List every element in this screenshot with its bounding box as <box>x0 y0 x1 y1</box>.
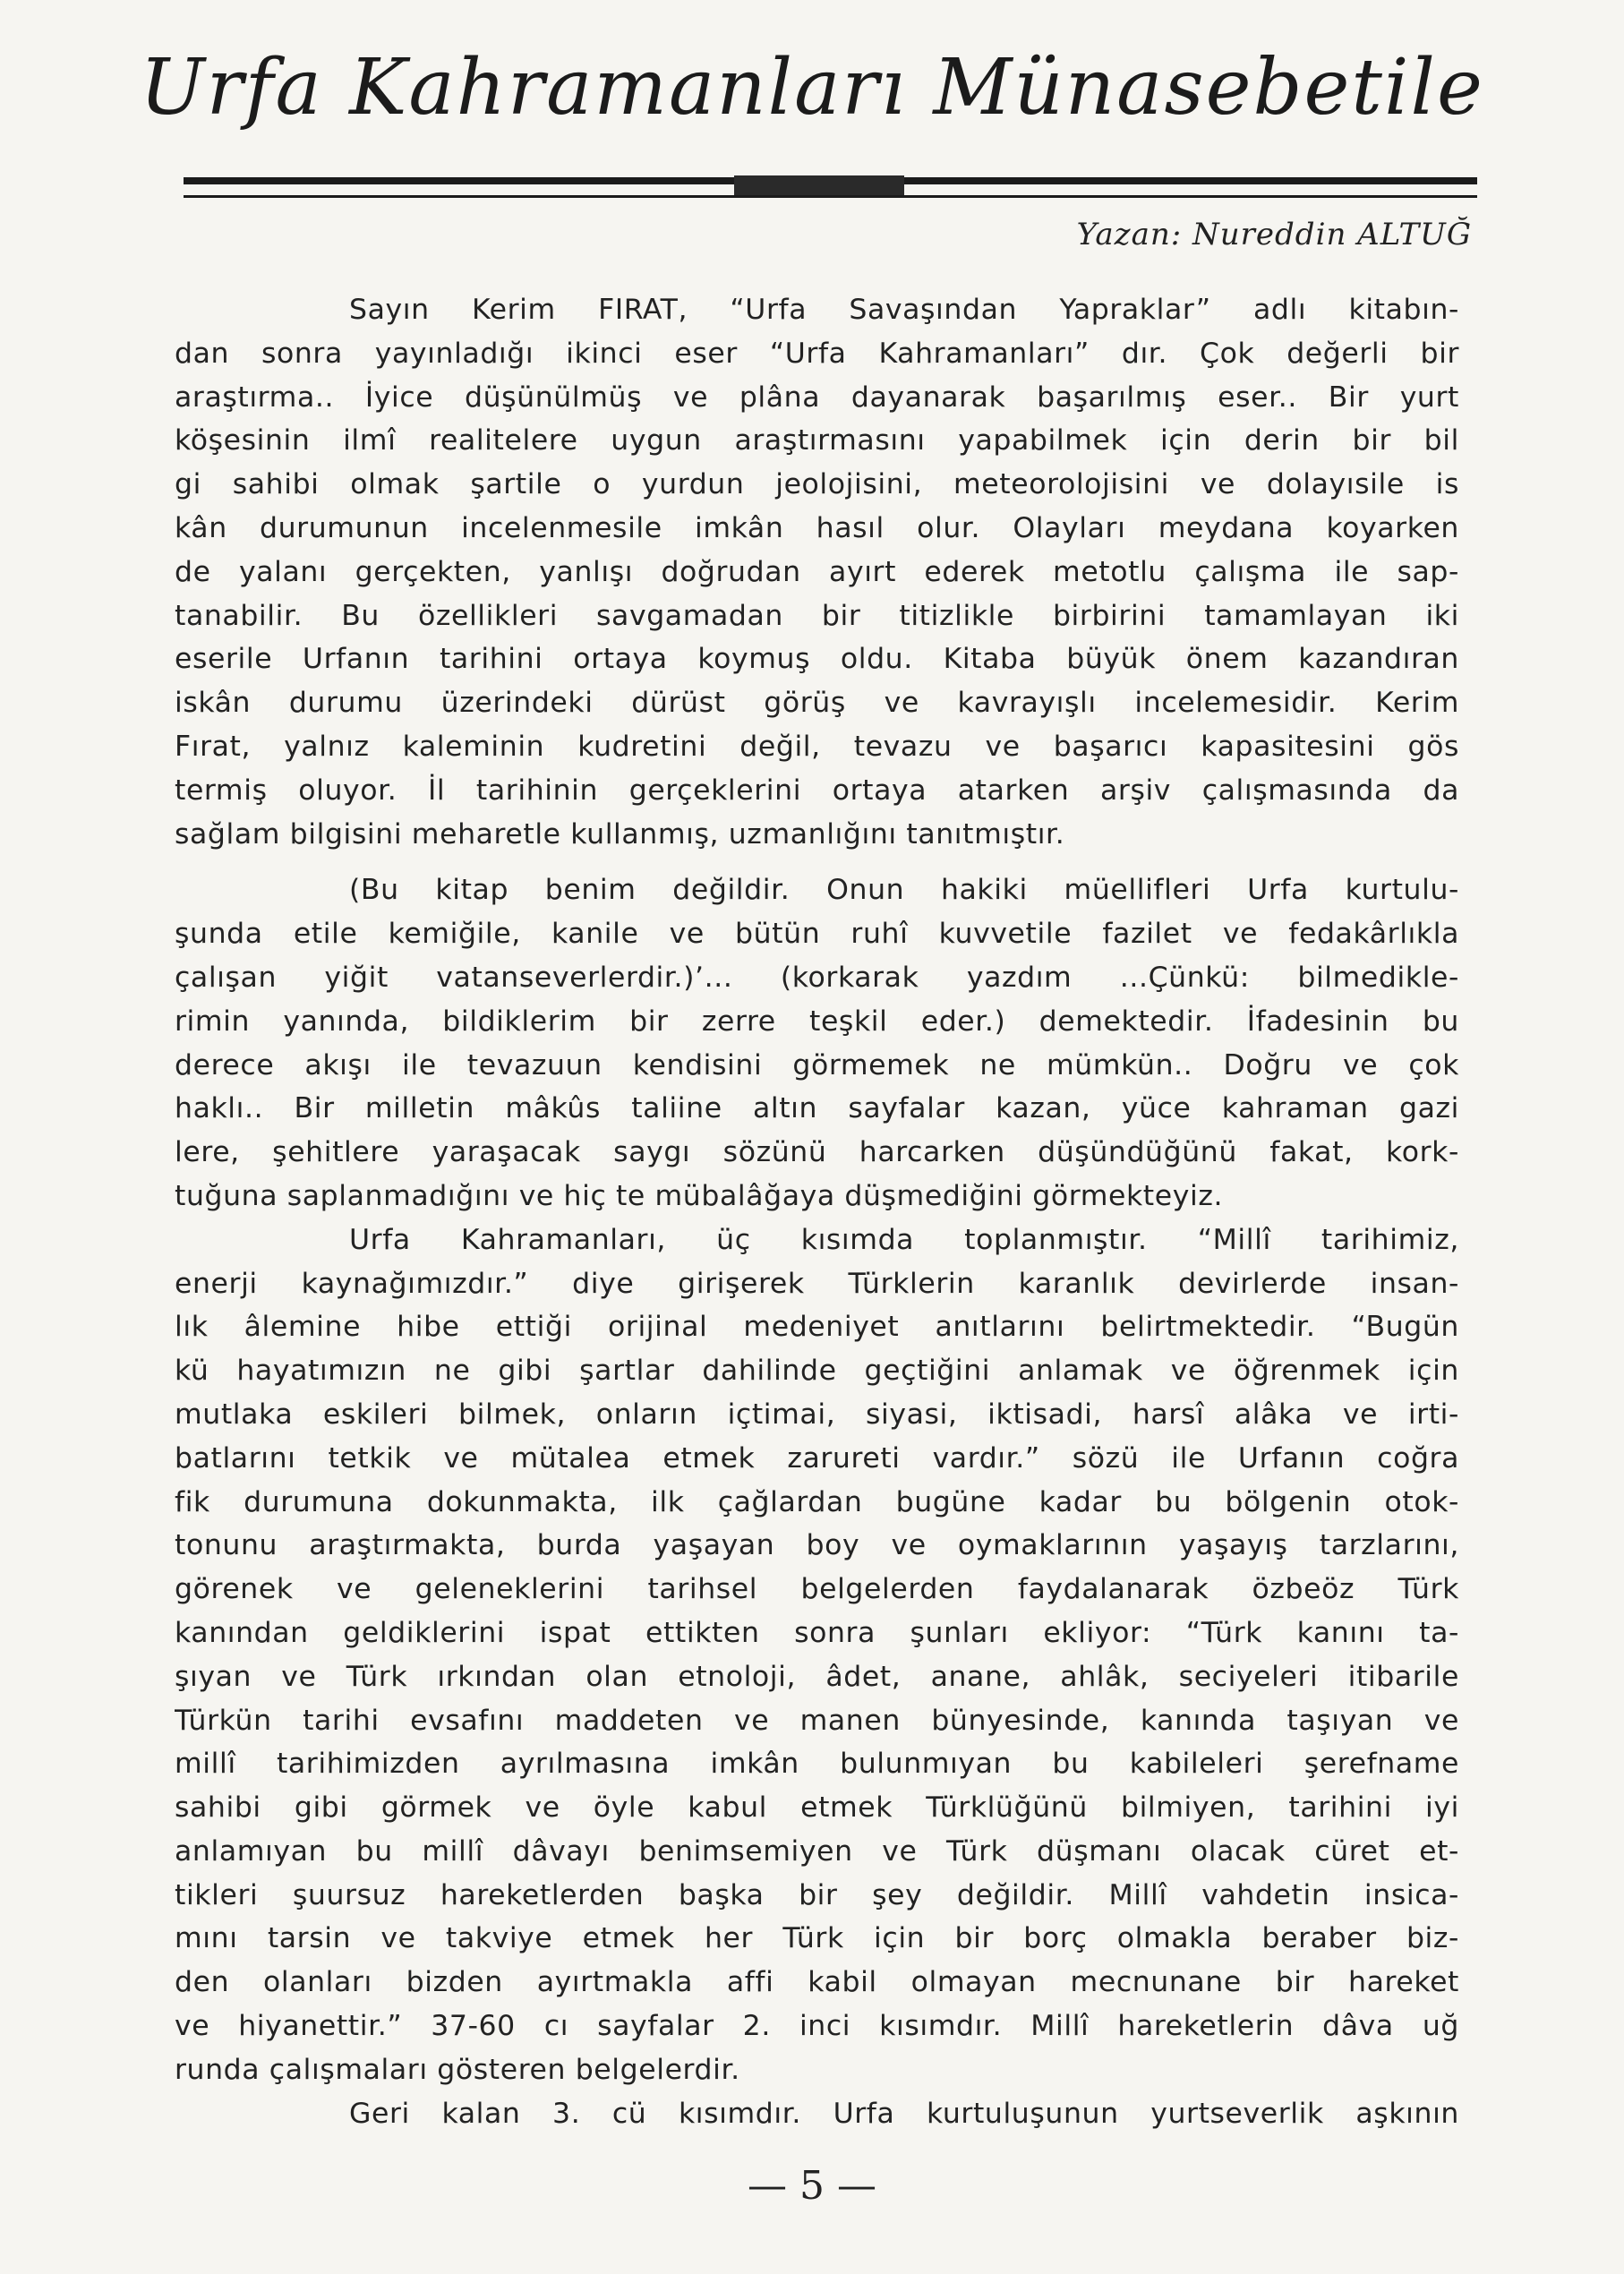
text-line: gi sahibi olmak şartile o yurdun jeolojisini, meteorolojisini ve dolayısile is <box>175 468 1459 501</box>
text-line: termiş oluyor. İl tarihinin gerçeklerini ortaya atarken arşiv çalışmasında da <box>175 774 1459 807</box>
text-line: lık âlemine hibe ettiği orijinal medeniyet anıtlarını belirtmektedir. “Bugün <box>175 1311 1459 1344</box>
text-line: tonunu araştırmakta, burda yaşayan boy ve oymaklarının yaşayış tarzlarını, <box>175 1529 1459 1562</box>
text-line: köşesinin ilmî realitelere uygun araştırmasını yapabilmek için derin bir bil <box>175 424 1459 457</box>
text-line: kanından geldiklerini ispat ettikten sonra şunları ekliyor: “Türk kanını ta- <box>175 1616 1459 1649</box>
page-number: — 5 — <box>748 2163 876 2209</box>
author-byline: Yazan: Nureddin ALTUĞ <box>1076 217 1472 252</box>
text-line: araştırma.. İyice düşünülmüş ve plâna dayanarak başarılmış eser.. Bir yurt <box>175 380 1459 414</box>
text-line: sahibi gibi görmek ve öyle kabul etmek Türklüğünü bilmiyen, tarihini iyi <box>175 1791 1459 1825</box>
text-line: çalışan yiğit vatanseverlerdir.)’... (korkarak yazdım ...Çünkü: bilmedikle- <box>175 961 1459 994</box>
text-line: ve hiyanettir.” 37-60 cı sayfalar 2. inci kısımdır. Millî hareketlerin dâva uğ <box>175 2010 1459 2043</box>
article-title: Urfa Kahramanları Münasebetile <box>140 43 1484 133</box>
text-line: Geri kalan 3. cü kısımdır. Urfa kurtuluşunun yurtseverlik aşkının <box>349 2097 1459 2130</box>
text-line: iskân durumu üzerindeki dürüst görüş ve kavrayışlı incelemesidir. Kerim <box>175 687 1459 720</box>
text-line: de yalanı gerçekten, yanlışı doğrudan ayırt ederek metotlu çalışma ile sap- <box>175 555 1459 588</box>
title-rule-ornament <box>734 175 904 195</box>
text-line: mutlaka eskileri bilmek, onların içtimai, siyasi, iktisadi, harsî alâka ve irti- <box>175 1398 1459 1431</box>
text-line: rimin yanında, bildiklerim bir zerre teşkil eder.) demektedir. İfadesinin bu <box>175 1004 1459 1038</box>
text-line: batlarını tetkik ve mütalea etmek zarureti vardır.” sözü ile Urfanın coğra <box>175 1441 1459 1475</box>
text-line: Urfa Kahramanları, üç kısımda toplanmıştır. “Millî tarihimiz, <box>349 1223 1459 1256</box>
text-line: fik durumuna dokunmakta, ilk çağlardan bugüne kadar bu bölgenin otok- <box>175 1485 1459 1518</box>
text-line: millî tarihimizden ayrılmasına imkân bulunmıyan bu kabileleri şerefname <box>175 1748 1459 1781</box>
text-line: lere, şehitlere yaraşacak saygı sözünü harcarken düşündüğünü fakat, kork- <box>175 1136 1459 1169</box>
text-line: görenek ve geleneklerini tarihsel belgelerden faydalanarak özbeöz Türk <box>175 1573 1459 1606</box>
text-line: kü hayatımızın ne gibi şartlar dahilinde geçtiğini anlamak ve öğrenmek için <box>175 1355 1459 1388</box>
text-line: mını tarsin ve takviye etmek her Türk için bir borç olmakla beraber biz- <box>175 1922 1459 1955</box>
text-line: haklı.. Bir milletin mâkûs taliine altın sayfalar kazan, yüce kahraman gazi <box>175 1092 1459 1125</box>
text-line: tuğuna saplanmadığını ve hiç te mübalâğaya düşmediğini görmekteyiz. <box>175 1179 1224 1212</box>
text-line: şunda etile kemiğile, kanile ve bütün ruhî kuvvetile fazilet ve fedakârlıkla <box>175 918 1459 951</box>
text-line: derece akışı ile tevazuun kendisini görmemek ne mümkün.. Doğru ve çok <box>175 1048 1459 1081</box>
text-line: dan sonra yayınladığı ikinci eser “Urfa Kahramanları” dır. Çok değerli bir <box>175 337 1459 370</box>
text-line: şıyan ve Türk ırkından olan etnoloji, âdet, anane, ahlâk, seciyeleri itibarile <box>175 1660 1459 1693</box>
title-rule-thin <box>184 195 1477 198</box>
text-line: sağlam bilgisini meharetle kullanmış, uzmanlığını tanıtmıştır. <box>175 817 1065 851</box>
text-line: eserile Urfanın tarihini ortaya koymuş oldu. Kitaba büyük önem kazandıran <box>175 643 1459 676</box>
text-line: Türkün tarihi evsafını maddeten ve manen bünyesinde, kanında taşıyan ve <box>175 1704 1459 1737</box>
article-body <box>175 288 1459 2135</box>
text-line: Fırat, yalnız kaleminin kudretini değil, tevazu ve başarıcı kapasitesini gös <box>175 730 1459 763</box>
text-line: runda çalışmaları gösteren belgelerdir. <box>175 2053 740 2086</box>
text-line: Sayın Kerim FIRAT, “Urfa Savaşından Yapraklar” adlı kitabın- <box>349 294 1459 326</box>
text-line: (Bu kitap benim değildir. Onun hakiki müellifleri Urfa kurtulu- <box>349 874 1459 907</box>
text-line: enerji kaynağımızdır.” diye girişerek Türklerin karanlık devirlerde insan- <box>175 1267 1459 1300</box>
text-line: tanabilir. Bu özellikleri savgamadan bir titizlikle birbirini tamamlayan iki <box>175 599 1459 632</box>
text-line: tikleri şuursuz hareketlerden başka bir şey değildir. Millî vahdetin insica- <box>175 1878 1459 1911</box>
text-line: anlamıyan bu millî dâvayı benimsemiyen ve Türk düşmanı olacak cüret et- <box>175 1834 1459 1868</box>
text-line: den olanları bizden ayırtmakla affi kabil olmayan mecnunane bir hareket <box>175 1966 1459 1999</box>
text-line: kân durumunun incelenmesile imkân hasıl olur. Olayları meydana koyarken <box>175 511 1459 544</box>
